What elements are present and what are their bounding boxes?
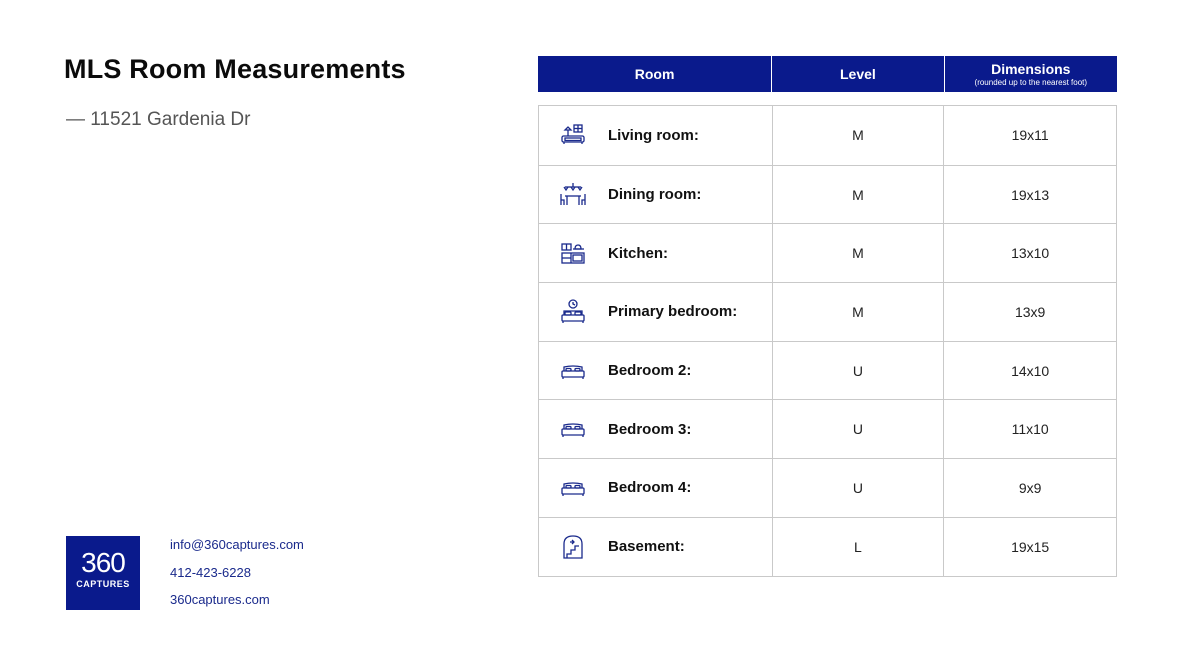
table-row — [539, 223, 1116, 282]
room-name: Primary bedroom: — [608, 303, 738, 321]
contact-phone[interactable]: 412-423-6228 — [170, 564, 251, 580]
room-cell — [539, 106, 772, 165]
header-dimensions-note: (rounded up to the nearest foot) — [974, 78, 1088, 87]
bed-icon — [559, 357, 587, 385]
living-room-icon — [559, 121, 587, 149]
logo-word: CAPTURES — [76, 579, 130, 589]
level-cell: U — [772, 459, 944, 517]
contact-email[interactable]: info@360captures.com — [170, 537, 304, 552]
dimensions-cell: 19x15 — [943, 518, 1116, 576]
level-cell: M — [772, 224, 944, 282]
dimensions-cell: 13x9 — [943, 283, 1116, 341]
room-cell — [539, 224, 772, 282]
contact-website[interactable]: 360captures.com — [170, 592, 270, 607]
bed-icon — [559, 415, 587, 443]
room-cell — [539, 342, 772, 400]
dimensions-cell: 9x9 — [943, 459, 1116, 517]
level-cell: U — [772, 400, 944, 458]
page-title: MLS Room Measurements — [64, 54, 406, 84]
table-header — [538, 56, 1117, 92]
room-name: Living room: — [608, 126, 699, 144]
table-row — [539, 399, 1116, 458]
room-cell — [539, 166, 772, 224]
header-room-label: Room — [634, 66, 675, 82]
room-cell — [539, 459, 772, 517]
level-cell: M — [772, 283, 944, 341]
header-level — [771, 56, 943, 92]
level-cell: M — [772, 106, 944, 165]
table-row — [539, 341, 1116, 400]
dining-room-icon — [559, 181, 587, 209]
room-name: Bedroom 4: — [608, 479, 692, 497]
primary-bedroom-icon — [559, 298, 587, 326]
table-row — [539, 165, 1116, 224]
room-name: Dining room: — [608, 186, 702, 204]
property-address: — 11521 Gardenia Dr — [66, 109, 251, 130]
level-cell: M — [772, 166, 944, 224]
table-row — [539, 282, 1116, 341]
header-room — [538, 56, 771, 92]
header-dimensions — [944, 56, 1117, 92]
room-name: Kitchen: — [608, 244, 668, 262]
room-name: Bedroom 2: — [608, 362, 692, 380]
room-cell — [539, 283, 772, 341]
dimensions-cell: 13x10 — [943, 224, 1116, 282]
header-dimensions-label: Dimensions — [991, 61, 1071, 77]
header-level-label: Level — [839, 66, 876, 82]
dimensions-cell: 14x10 — [943, 342, 1116, 400]
logo-number: 360 — [81, 547, 125, 578]
dimensions-cell: 19x13 — [943, 166, 1116, 224]
contact-info — [170, 537, 304, 620]
level-cell: U — [772, 342, 944, 400]
table-row — [539, 458, 1116, 517]
room-cell — [539, 400, 772, 458]
level-cell: L — [772, 518, 944, 576]
table-row — [539, 517, 1116, 576]
room-cell — [539, 518, 772, 576]
kitchen-icon — [559, 239, 587, 267]
dimensions-cell: 11x10 — [943, 400, 1116, 458]
table-row — [539, 106, 1116, 165]
bed-icon — [559, 474, 587, 502]
room-name: Basement: — [608, 538, 685, 556]
company-logo — [66, 536, 140, 610]
dimensions-cell: 19x11 — [943, 106, 1116, 165]
room-table — [538, 105, 1117, 577]
basement-icon — [559, 533, 587, 561]
room-name: Bedroom 3: — [608, 420, 692, 438]
